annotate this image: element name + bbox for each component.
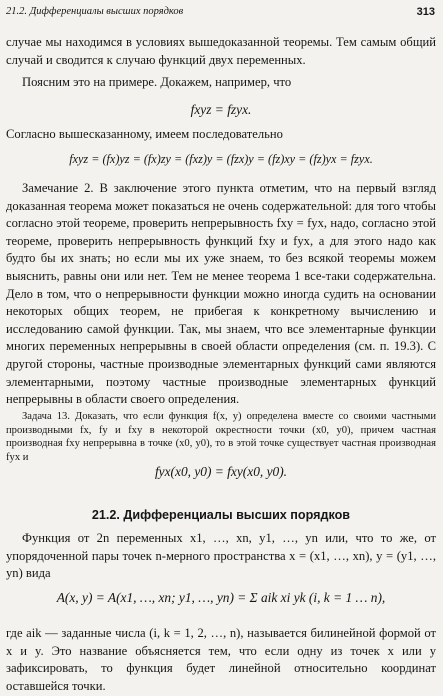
task-13: Задача 13. Доказать, что если функция f(x, y) определена вместе со своими частными производными fx, fy и fxy в некоторой окрестности точки (x0, y0), причем частная производная fxy непрерывна в точке (x0, y0), то в этой точке существует частная производная fyx и [6, 411, 436, 463]
equation-2: fxyz = (fx)yz = (fx)zy = (fxz)y = (fzx)y = (fz)xy = (fz)yx = fzyx. [69, 152, 373, 166]
paragraph-5: где aik — заданные числа (i, k = 1, 2, …, n), называется билинейной формой от x и y. Это название объясняется тем, что если одну из точек x или y зафиксировать, то функция будет линейной относительно координат оставшейся точки. [6, 626, 436, 693]
running-header [6, 6, 435, 20]
equation-4: A(x, y) = A(x1, …, xn; y1, …, yn) = Σ aik xi yk (i, k = 1 … n), [56, 590, 386, 605]
equation-1: fxyz = fzyx. [190, 102, 252, 117]
paragraph-4: Функция от 2n переменных x1, …, xn, y1, …, yn или, что то же, от упорядоченной пары точек n-мерного пространства x = (x1, …, xn), y = (y1, …, yn) вида [6, 531, 436, 581]
equation-3: fyx(x0, y0) = fxy(x0, y0). [154, 464, 288, 479]
paragraph-1: случае мы находимся в условиях вышедоказанной теоремы. Тем самым общий случай и сводится к случаю функций двух переменных. [6, 35, 436, 67]
paragraph-2: Поясним это на примере. Докажем, например, что [22, 75, 292, 89]
remark-2: Замечание 2. В заключение этого пункта отметим, что на первый взгляд доказанная теорема может показаться не очень содержательной: для того чтобы согласно этой теореме, проверить непрерывность fxy = fyx, надо, согласно этой теореме, проверить непрерывность функций fxy и fyx, а для этого надо как будто бы их знать; но если мы их уже знаем, то без всякой теоремы можем выяснить, равны они или нет. Тем не менее теорема 1 все-таки содержательна. Дело в том, что о непрерывности функции можно иногда судить на основании некоторых общих теорем, не прибегая к конкретному вычислению и исследованию самой функции. Так, мы знаем, что все элементарные функции многих переменных непрерывны в своей области определения (см. п. 19.3). С другой стороны, частные производные элементарных функций сами являются элементарными, поэтому частные производные элементарных функций непрерывны в области своего определения. [6, 181, 436, 407]
section-title: 21.2. Дифференциалы высших порядков [91, 508, 351, 522]
page-number: 313 [416, 6, 435, 18]
running-title: 21.2. Дифференциалы высших порядков [6, 6, 184, 17]
paragraph-3: Согласно вышесказанному, имеем последовательно [6, 127, 283, 141]
